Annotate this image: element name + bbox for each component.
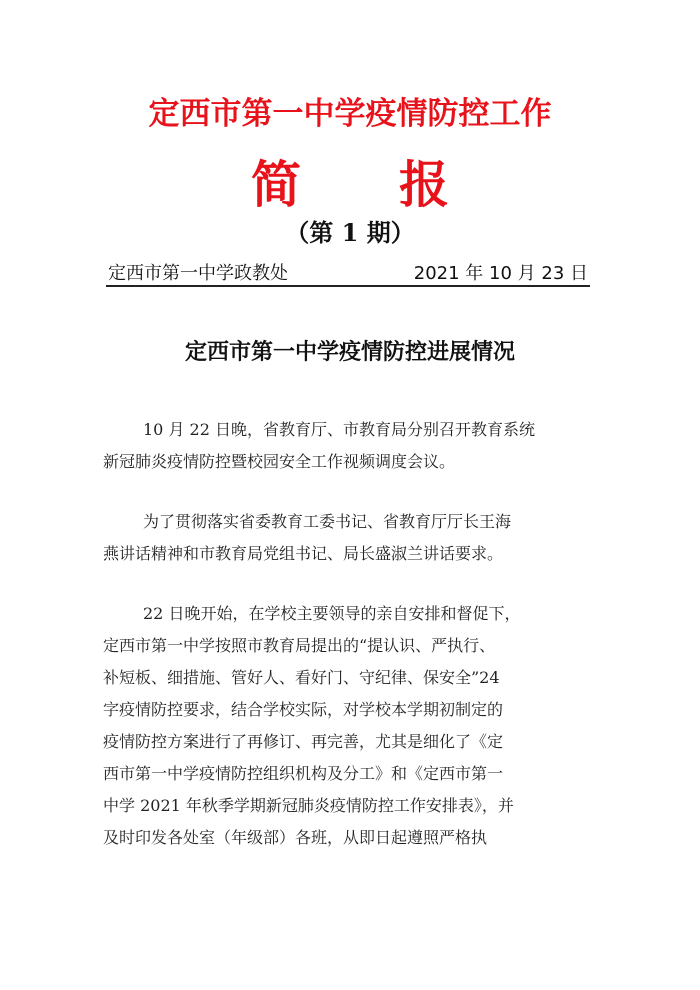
paragraph-line: 疫情防控方案进行了再修订、再完善，尤其是细化了《定: [103, 732, 504, 751]
issue-date: 2021 年 10 月 23 日: [413, 263, 588, 284]
paragraph-line: 燕讲话精神和市教育局党组书记、局长盛淑兰讲话要求。: [103, 544, 504, 563]
paragraph-line: 新冠肺炎疫情防控暨校园安全工作视频调度会议。: [103, 452, 456, 471]
paragraph-2: [103, 506, 603, 570]
paragraph-line: 西市第一中学疫情防控组织机构及分工》和《定西市第一: [103, 764, 504, 783]
issuer-line: [108, 259, 588, 287]
bulletin-type-char-2: 报: [399, 155, 449, 214]
bulletin-title: 定西市第一中学疫情防控工作: [148, 96, 552, 132]
paragraph-line: 10 月 22 日晚，省教育厅、市教育局分别召开教育系统: [143, 420, 535, 439]
paragraph-line: 为了贯彻落实省委教育工委书记、省教育厅厅长王海: [143, 512, 512, 531]
article-headline: 定西市第一中学疫情防控进展情况: [184, 339, 515, 365]
header-divider: [106, 285, 590, 287]
paragraph-line: 及时印发各处室（年级部）各班，从即日起遵照严格执: [103, 828, 488, 847]
paragraph-line: 定西市第一中学按照市教育局提出的“提认识、严执行、: [103, 636, 496, 655]
paragraph-line: 字疫情防控要求，结合学校实际，对学校本学期初制定的: [103, 700, 504, 719]
paragraph-line: 中学 2021 年秋季学期新冠肺炎疫情防控工作安排表》，并: [103, 796, 514, 815]
bulletin-type-char-1: 简: [251, 155, 301, 214]
issuing-department: 定西市第一中学政教处: [108, 263, 288, 284]
issue-number: （第 1 期）: [285, 218, 415, 247]
bulletin-type-title: [0, 145, 700, 217]
paragraph-3: [103, 598, 603, 854]
paragraph-1: [103, 414, 603, 478]
paragraph-line: 22 日晚开始，在学校主要领导的亲自安排和督促下，: [143, 604, 521, 623]
paragraph-line: 补短板、细措施、管好人、看好门、守纪律、保安全”24: [103, 668, 500, 687]
